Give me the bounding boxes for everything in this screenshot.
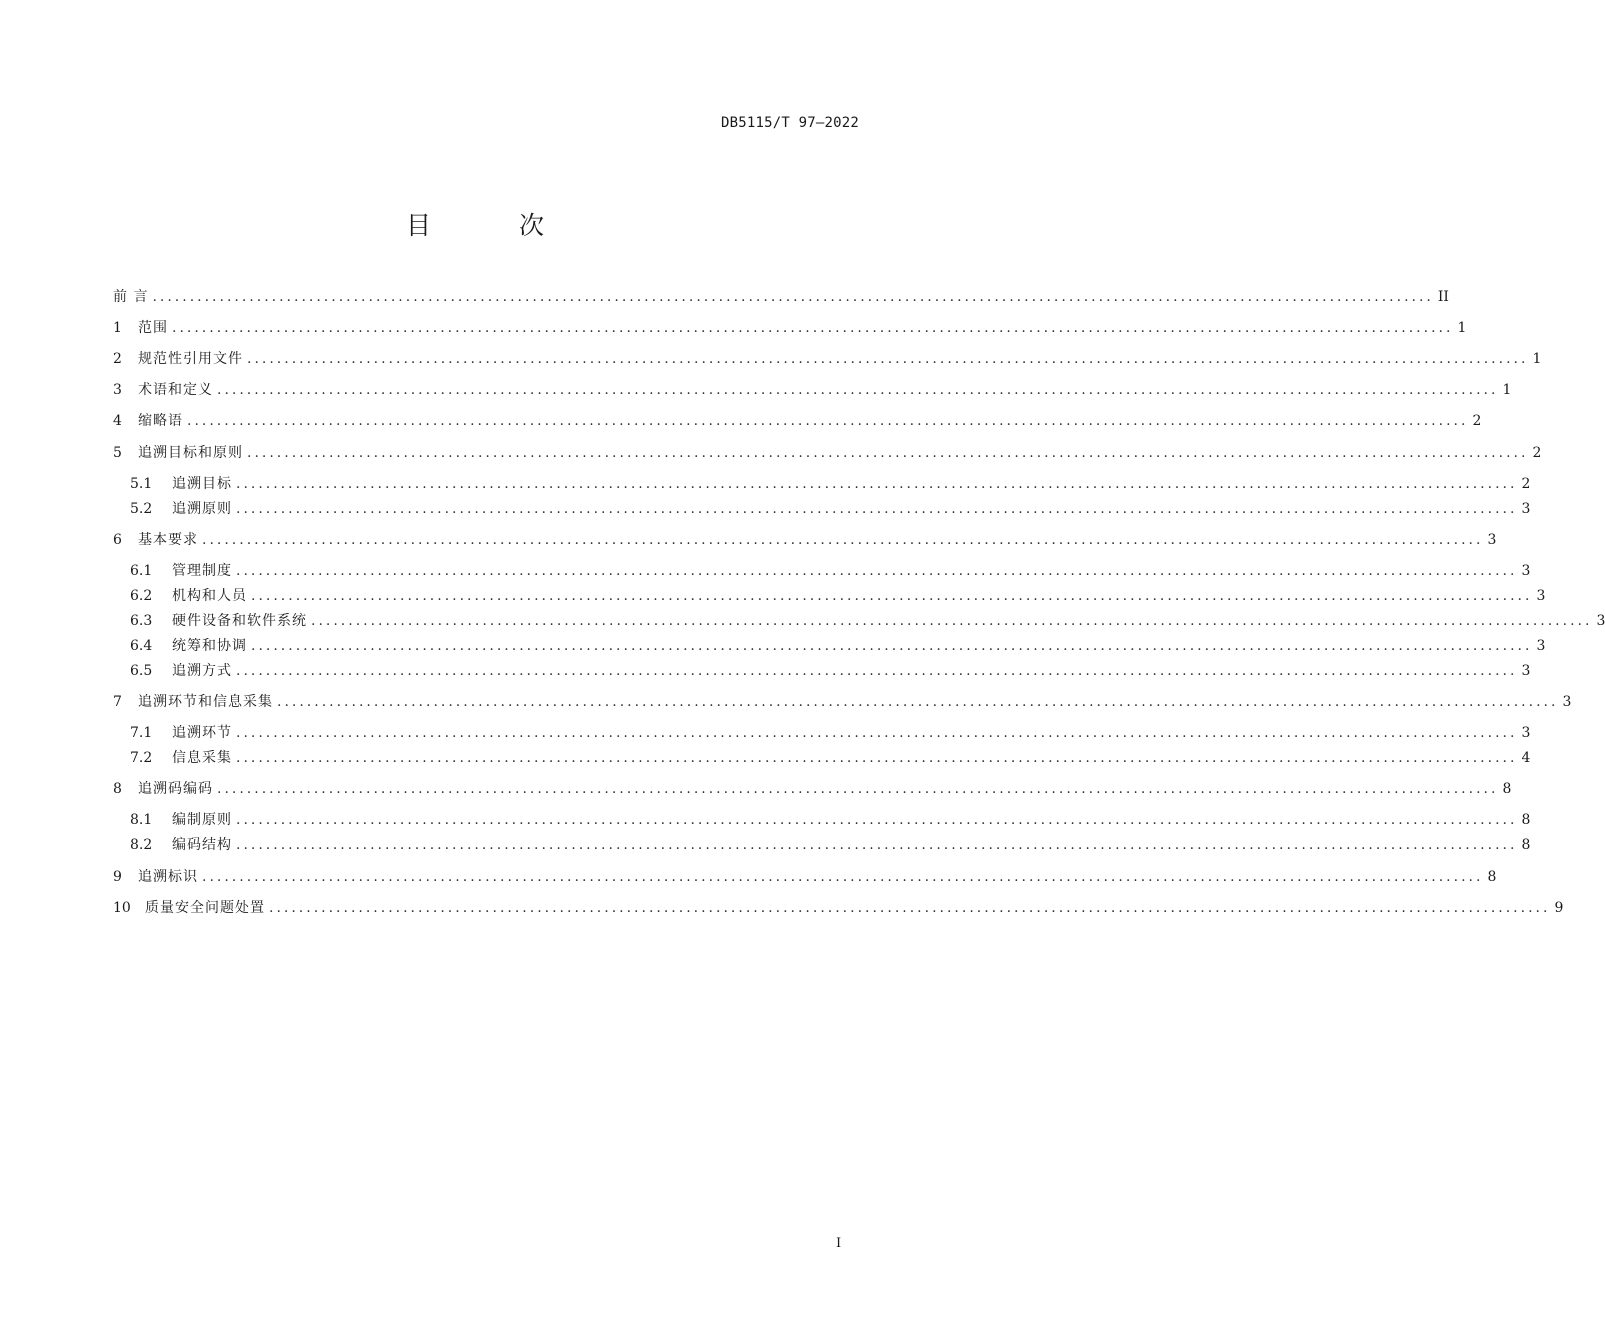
toc-entry-page: 3 — [1521, 725, 1531, 741]
toc-entry[interactable] — [113, 691, 1572, 713]
toc-dot-leader: ............................................................................................................................................................................ — [247, 445, 1529, 461]
toc-dot-leader: ............................................................................................................................................................................ — [187, 413, 1469, 429]
toc-entry-number: 8 — [113, 781, 122, 797]
toc-entry-label: 管理制度 — [172, 563, 232, 579]
toc-entry-label: 术语和定义 — [138, 382, 213, 398]
toc-subentry[interactable] — [130, 834, 1531, 856]
toc-entry[interactable] — [113, 778, 1512, 800]
toc-entry-page: II — [1437, 289, 1449, 305]
toc-entry-label: 编码结构 — [172, 837, 232, 853]
toc-dot-leader: ............................................................................................................................................................................ — [202, 532, 1484, 548]
toc-entry-label: 追溯目标和原则 — [138, 445, 243, 461]
toc-entry-page: 8 — [1521, 837, 1531, 853]
toc-entry-number: 6.5 — [130, 663, 153, 679]
toc-entry-label: 机构和人员 — [172, 588, 247, 604]
toc-entry-label: 前 言 — [113, 289, 149, 305]
toc-entry-number: 5.2 — [130, 501, 153, 517]
toc-entry-label: 追溯原则 — [172, 501, 232, 517]
toc-entry-number: 3 — [113, 382, 122, 398]
toc-subentry[interactable] — [130, 809, 1531, 831]
toc-dot-leader: ............................................................................................................................................................................ — [217, 781, 1499, 797]
toc-entry-label: 基本要求 — [138, 532, 198, 548]
toc-entry-page: 3 — [1536, 588, 1546, 604]
toc-entry[interactable] — [113, 897, 1564, 919]
toc-entry-page: 1 — [1532, 351, 1542, 367]
toc-entry[interactable] — [113, 348, 1542, 370]
toc-subentry[interactable] — [130, 610, 1605, 632]
toc-entry-page: 1 — [1457, 320, 1467, 336]
toc-entry[interactable] — [113, 379, 1512, 401]
toc-entry[interactable] — [113, 442, 1542, 464]
toc-entry[interactable] — [113, 317, 1467, 339]
toc-entry-page: 3 — [1487, 532, 1497, 548]
toc-entry-page: 2 — [1532, 445, 1542, 461]
toc-dot-leader: ............................................................................................................................................................................ — [236, 476, 1518, 492]
toc-entry-page: 8 — [1487, 869, 1497, 885]
toc-entry-number: 2 — [113, 351, 122, 367]
toc-subentry[interactable] — [130, 585, 1546, 607]
toc-entry-number: 5 — [113, 445, 122, 461]
toc-subentry[interactable] — [130, 473, 1531, 495]
toc-subentry[interactable] — [130, 560, 1531, 582]
toc-entry-page: 3 — [1536, 638, 1546, 654]
toc-dot-leader: ............................................................................................................................................................................ — [152, 289, 1434, 305]
toc-entry[interactable] — [113, 866, 1497, 888]
toc-entry-page: 3 — [1596, 613, 1605, 629]
toc-entry-number: 6.2 — [130, 588, 153, 604]
toc-entry-page: 2 — [1472, 413, 1482, 429]
toc-entry-page: 3 — [1521, 663, 1531, 679]
toc-entry-number: 7.2 — [130, 750, 153, 766]
toc-entry-page: 4 — [1521, 750, 1531, 766]
toc-dot-leader: ............................................................................................................................................................................ — [311, 613, 1593, 629]
toc-subentry[interactable] — [130, 660, 1531, 682]
toc-dot-leader: ............................................................................................................................................................................ — [217, 382, 1499, 398]
toc-entry[interactable] — [113, 410, 1482, 432]
toc-dot-leader: ............................................................................................................................................................................ — [269, 900, 1551, 916]
toc-dot-leader: ............................................................................................................................................................................ — [236, 750, 1518, 766]
toc-entry-label: 质量安全问题处置 — [145, 900, 265, 916]
toc-dot-leader: ............................................................................................................................................................................ — [236, 725, 1518, 741]
toc-entry-page: 8 — [1521, 812, 1531, 828]
toc-dot-leader: ............................................................................................................................................................................ — [251, 638, 1533, 654]
toc-entry-label: 信息采集 — [172, 750, 232, 766]
toc-entry-label: 统筹和协调 — [172, 638, 247, 654]
toc-entry-number: 6.3 — [130, 613, 153, 629]
page-title: 目 次 — [406, 211, 584, 240]
toc-entry-number: 8.2 — [130, 837, 153, 853]
toc-entry-number: 6.4 — [130, 638, 153, 654]
toc-entry-label: 追溯码编码 — [138, 781, 213, 797]
toc-entry-number: 6.1 — [130, 563, 153, 579]
toc-entry-label: 追溯环节和信息采集 — [138, 694, 273, 710]
toc-entry-label: 追溯环节 — [172, 725, 232, 741]
toc-entry-page: 2 — [1521, 476, 1531, 492]
toc-entry-page: 3 — [1521, 501, 1531, 517]
toc-subentry[interactable] — [130, 747, 1531, 769]
toc-dot-leader: ............................................................................................................................................................................ — [236, 837, 1518, 853]
toc-entry-number: 10 — [113, 900, 131, 916]
toc-entry-number: 7 — [113, 694, 122, 710]
document-code: DB5115/T 97—2022 — [720, 115, 859, 131]
toc-dot-leader: ............................................................................................................................................................................ — [277, 694, 1559, 710]
toc-entry-page: 9 — [1554, 900, 1564, 916]
toc-entry-number: 7.1 — [130, 725, 153, 741]
toc-dot-leader: ............................................................................................................................................................................ — [202, 869, 1484, 885]
toc-dot-leader: ............................................................................................................................................................................ — [247, 351, 1529, 367]
toc-entry-number: 5.1 — [130, 476, 153, 492]
toc-entry-label: 缩略语 — [138, 413, 183, 429]
toc-entry-number: 1 — [113, 320, 122, 336]
toc-entry-number: 9 — [113, 869, 122, 885]
toc-dot-leader: ............................................................................................................................................................................ — [172, 320, 1454, 336]
page-number: I — [836, 1236, 842, 1251]
toc-entry-number: 8.1 — [130, 812, 153, 828]
toc-subentry[interactable] — [130, 722, 1531, 744]
toc-entry-page: 8 — [1502, 781, 1512, 797]
toc-entry-label: 编制原则 — [172, 812, 232, 828]
toc-dot-leader: ............................................................................................................................................................................ — [236, 812, 1518, 828]
toc-entry-label: 范围 — [138, 320, 168, 336]
toc-dot-leader: ............................................................................................................................................................................ — [251, 588, 1533, 604]
toc-dot-leader: ............................................................................................................................................................................ — [236, 501, 1518, 517]
toc-entry-label: 硬件设备和软件系统 — [172, 613, 307, 629]
toc-entry-number: 4 — [113, 413, 122, 429]
toc-entry-label: 追溯方式 — [172, 663, 232, 679]
toc-dot-leader: ............................................................................................................................................................................ — [236, 663, 1518, 679]
toc-entry-preface[interactable] — [113, 286, 1449, 308]
toc-subentry[interactable] — [130, 635, 1546, 657]
toc-entry-label: 规范性引用文件 — [138, 351, 243, 367]
toc-entry[interactable] — [113, 529, 1497, 551]
toc-entry-page: 1 — [1502, 382, 1512, 398]
toc-entry-label: 追溯目标 — [172, 476, 232, 492]
toc-entry-page: 3 — [1521, 563, 1531, 579]
toc-entry-page: 3 — [1562, 694, 1572, 710]
toc-entry-number: 6 — [113, 532, 122, 548]
toc-entry-label: 追溯标识 — [138, 869, 198, 885]
toc-subentry[interactable] — [130, 498, 1531, 520]
toc-dot-leader: ............................................................................................................................................................................ — [236, 563, 1518, 579]
